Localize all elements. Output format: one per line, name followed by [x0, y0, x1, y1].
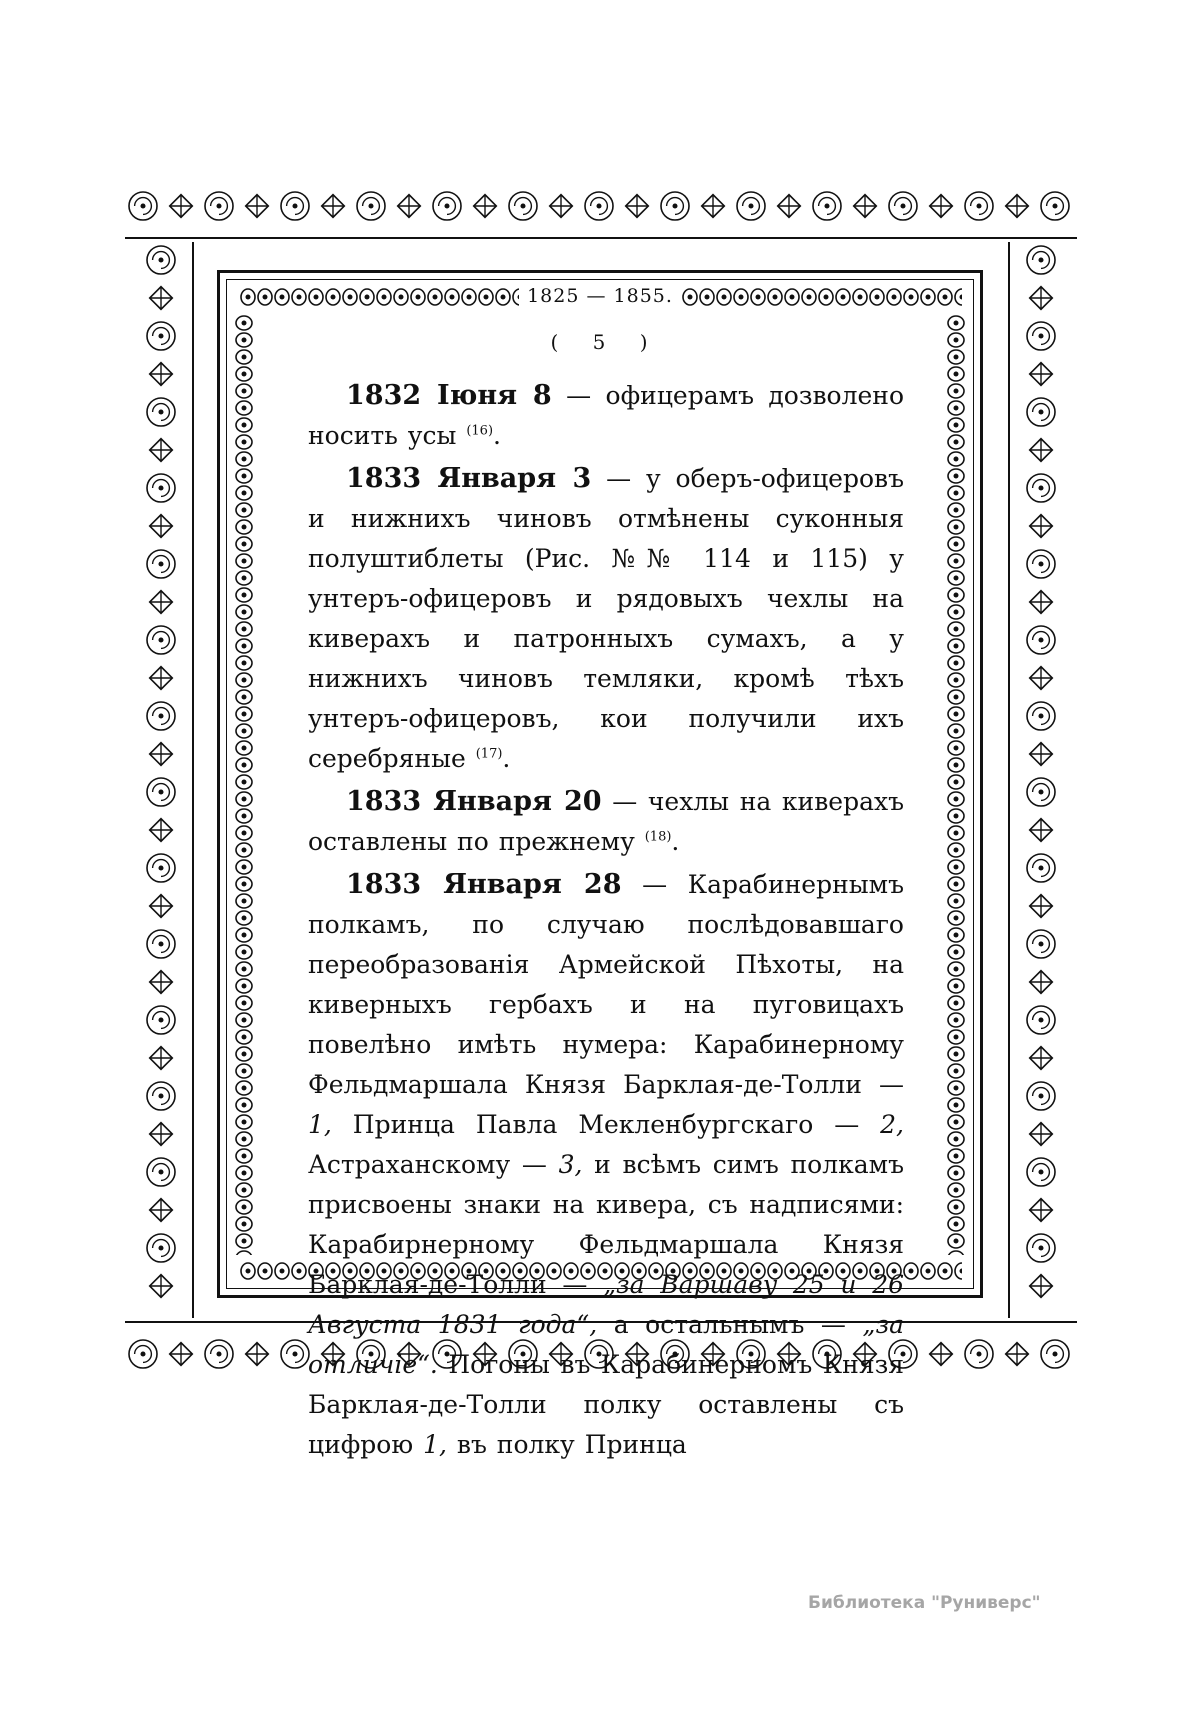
entry-text: — Карабинернымъ полкамъ, по случаю послѣдовавшаго переобразованія Армейской Пѣхоты, на киверныхъ гербахъ и на пуговицахъ повелѣно имѣть нумера: Карабинерному Фельдмаршала Князя Барклая-де-Толли —	[308, 870, 904, 1099]
library-watermark: Библиотека "Руниверс"	[808, 1593, 1041, 1613]
entry-text: Астраханскому —	[308, 1150, 559, 1179]
entry-1833-jan-28	[308, 865, 904, 1465]
page-number: ( 5 )	[550, 330, 662, 354]
entry-text: и всѣмъ симъ полкамъ присвоены знаки на кивера, съ надписями: Карабирнерному Фельдмаршала Князя Барклая-де-Толли —	[308, 1150, 904, 1299]
entry-text: — у оберъ-офицеровъ и нижнихъ чиновъ отмѣнены суконныя полуштиблеты (Рис. №№ 114 и 115) у унтеръ-офицеровъ и рядовыхъ чехлы на киверахъ и патронныхъ сумахъ, а у нижнихъ чиновъ темляки, кромѣ тѣхъ унтеръ-офицеровъ, кои получили ихъ серебряные	[308, 464, 904, 773]
entry-text: въ полку Принца	[446, 1430, 687, 1459]
entry-text: Погоны въ Карабинерномъ Князя Барклая-де-Толли полку оставлены съ цифрою	[308, 1350, 904, 1459]
footnote-ref: (16)	[466, 423, 494, 439]
entry-text: — чехлы на киверахъ оставлены по прежнему	[308, 787, 904, 856]
ornament-band-top-icon	[125, 170, 1077, 242]
bead-chain-right-icon	[946, 313, 966, 1255]
entry-1832-june-8	[308, 376, 904, 456]
entry-date: 1832 Іюня 8	[346, 380, 552, 411]
entry-tail: .	[502, 744, 511, 773]
footnote-ref: (17)	[475, 746, 503, 762]
entry-tail: .	[671, 827, 680, 856]
footnote-ref: (18)	[644, 829, 672, 845]
entry-date: 1833 Января 28	[346, 869, 622, 900]
page-text	[308, 330, 904, 1468]
regiment-number: 3,	[558, 1150, 583, 1179]
running-head-years: 1825 — 1855.	[519, 285, 681, 307]
ornament-band-right-icon	[1005, 242, 1077, 1318]
regiment-number: 1,	[423, 1430, 447, 1459]
regiment-number: 2,	[880, 1110, 904, 1139]
entry-1833-jan-20	[308, 782, 904, 862]
entry-text: — офицерамъ дозволено носить усы	[308, 381, 904, 450]
running-head	[220, 285, 980, 307]
inscription-quote: „за Варшаву 25 и 26 Августа 1831 года“,	[308, 1270, 905, 1339]
entry-1833-jan-3	[308, 459, 904, 779]
bead-chain-left-icon	[234, 313, 254, 1255]
entry-tail: .	[493, 421, 501, 450]
entry-text: Принца Павла Мекленбургскаго —	[331, 1110, 881, 1139]
entry-date: 1833 Января 20	[346, 786, 602, 817]
regiment-number: 1,	[308, 1110, 332, 1139]
ornament-band-left-icon	[125, 242, 197, 1318]
entry-text: а остальнымъ —	[597, 1310, 863, 1339]
entry-date: 1833 Января 3	[346, 463, 592, 494]
inscription-quote: „за отличіе“.	[308, 1310, 904, 1379]
